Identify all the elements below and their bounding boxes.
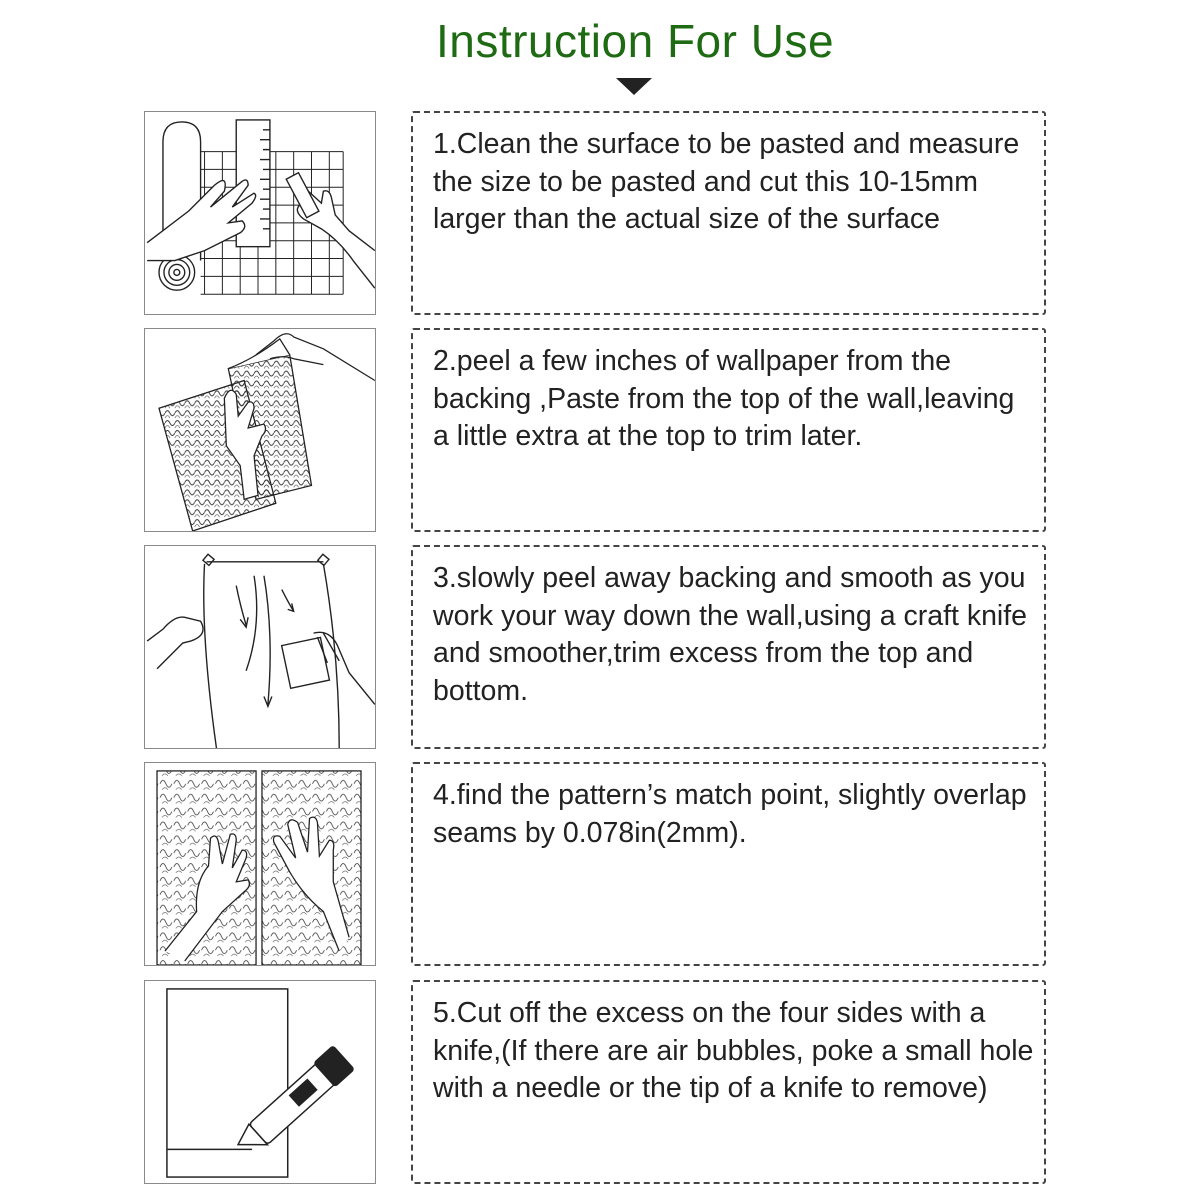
trim-excess-illustration [144, 980, 376, 1184]
measure-and-cut-illustration [144, 111, 376, 315]
instruction-text-box [411, 545, 1046, 749]
instruction-text-box [411, 328, 1046, 532]
peel-backing-illustration [144, 328, 376, 532]
instruction-text-box [411, 762, 1046, 966]
page-title: Instruction For Use [435, 15, 835, 67]
instruction-text-box [411, 111, 1046, 315]
down-triangle-icon [616, 78, 652, 95]
instruction-text-box [411, 980, 1046, 1184]
smooth-wallpaper-illustration [144, 545, 376, 749]
instruction-text: 4.find the pattern’s match point, slightly overlap seams by 0.078in(2mm). [433, 779, 1027, 849]
instruction-text: 1.Clean the surface to be pasted and measure the size to be pasted and cut this 10-15mm larger than the actual size of the surface [433, 128, 1020, 236]
instruction-text: 3.slowly peel away backing and smooth as you work your way down the wall,using a craft knife and smoother,trim excess from the top and bottom. [433, 562, 1028, 708]
match-pattern-illustration [144, 762, 376, 966]
instruction-text: 5.Cut off the excess on the four sides with a knife,(If there are air bubbles, poke a small hole with a needle or the tip of a knife to remove) [433, 997, 1034, 1105]
instruction-text: 2.peel a few inches of wallpaper from the backing ,Paste from the top of the wall,leaving a little extra at the top to trim later. [433, 345, 1015, 453]
